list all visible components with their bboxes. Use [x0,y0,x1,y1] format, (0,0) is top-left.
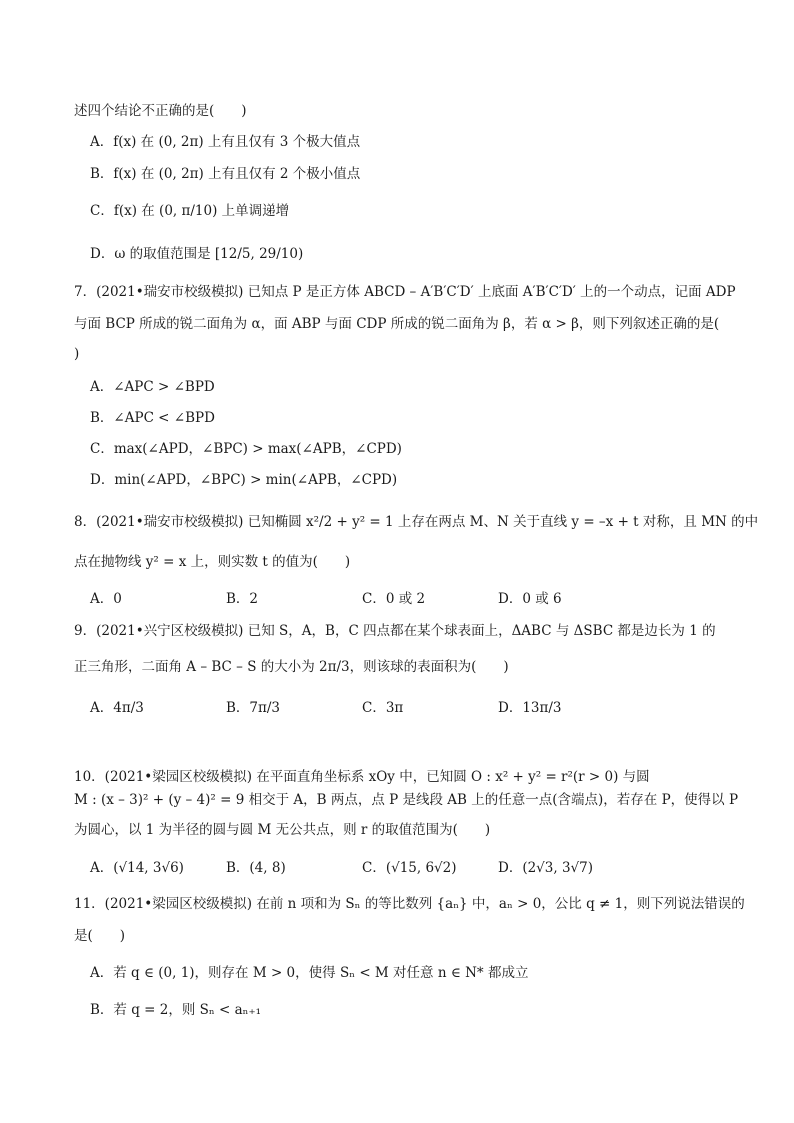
q10-option-d[interactable]: D．(2√3, 3√7) [498,860,594,876]
q7-stem-line-2: 与面 BCP 所成的锐二面角为 α，面 ABP 与面 CDP 所成的锐二面角为 β，若 α > β，则下列叙述正确的是( [74,316,720,332]
q7-option-c[interactable]: C．max(∠APD，∠BPC) > max(∠APB，∠CPD) [90,441,402,457]
q10-option-b[interactable]: B．(4, 8) [226,860,286,876]
q8-option-d[interactable]: D．0 或 6 [498,591,562,607]
q9-stem-line-1: 9．(2021•兴宁区校级模拟) 已知 S，A，B，C 四点都在某个球表面上，ΔABC 与 ΔSBC 都是边长为 1 的 [74,623,716,639]
q10-option-a[interactable]: A．(√14, 3√6) [90,860,184,876]
q6-option-a[interactable]: A．f(x) 在 (0, 2π) 上有且仅有 3 个极大值点 [90,134,361,150]
q8-stem-line-2: 点在抛物线 y² = x 上，则实数 t 的值为( ) [74,554,351,570]
q7-stem-line-1: 7．(2021•瑞安市校级模拟) 已知点 P 是正方体 ABCD – A′B′C′D′ 上底面 A′B′C′D′ 上的一个动点，记面 ADP [74,284,736,300]
q10-options-row [0,856,794,880]
q8-option-c[interactable]: C．0 或 2 [362,591,426,607]
q10-option-c[interactable]: C．(√15, 6√2) [362,860,457,876]
q8-option-b[interactable]: B．2 [226,591,259,607]
q11-option-a[interactable]: A．若 q ∈ (0, 1)，则存在 M > 0，使得 Sₙ < M 对任意 n ∈ N* 都成立 [90,965,529,981]
q8-options-row [0,587,794,611]
q9-option-b[interactable]: B．7π/3 [226,700,281,716]
q6-option-d[interactable]: D．ω 的取值范围是 [12/5, 29/10) [90,246,304,262]
q7-option-b[interactable]: B．∠APC < ∠BPD [90,410,215,426]
q9-stem-line-2: 正三角形，二面角 A – BC – S 的大小为 2π/3，则该球的表面积为( ) [74,659,509,675]
q9-option-a[interactable]: A．4π/3 [90,700,144,716]
q7-option-a[interactable]: A．∠APC > ∠BPD [90,379,215,395]
q8-stem-line-1: 8．(2021•瑞安市校级模拟) 已知椭圆 x²/2 + y² = 1 上存在两点 M、N 关于直线 y = –x + t 对称，且 MN 的中 [74,514,759,530]
q8-option-a[interactable]: A．0 [90,591,122,607]
q7-option-d[interactable]: D．min(∠APD，∠BPC) > min(∠APB，∠CPD) [90,472,398,488]
q10-stem-line-3: 为圆心，以 1 为半径的圆与圆 M 无公共点，则 r 的取值范围为( ) [74,822,491,838]
q9-option-c[interactable]: C．3π [362,700,404,716]
q11-stem-line-2: 是( ) [74,928,126,944]
q7-stem-line-3: ) [74,346,80,362]
q6-stem-tail: 述四个结论不正确的是( ) [74,103,247,119]
q10-stem-line-2: M : (x – 3)² + (y – 4)² = 9 相交于 A，B 两点，点 P 是线段 AB 上的任意一点(含端点)，若存在 P，使得以 P [74,792,739,808]
q6-option-c[interactable]: C．f(x) 在 (0, π/10) 上单调递增 [90,203,290,219]
q9-option-d[interactable]: D．13π/3 [498,700,562,716]
q11-stem-line-1: 11．(2021•梁园区校级模拟) 在前 n 项和为 Sₙ 的等比数列 {aₙ} 中，aₙ > 0，公比 q ≠ 1，则下列说法错误的 [74,896,745,912]
q10-stem-line-1: 10．(2021•梁园区校级模拟) 在平面直角坐标系 xOy 中，已知圆 O : x² + y² = r²(r > 0) 与圆 [74,769,650,785]
q6-option-b[interactable]: B．f(x) 在 (0, 2π) 上有且仅有 2 个极小值点 [90,166,361,182]
q9-options-row [0,696,794,720]
q11-option-b[interactable]: B．若 q = 2，则 Sₙ < aₙ₊₁ [90,1002,262,1018]
